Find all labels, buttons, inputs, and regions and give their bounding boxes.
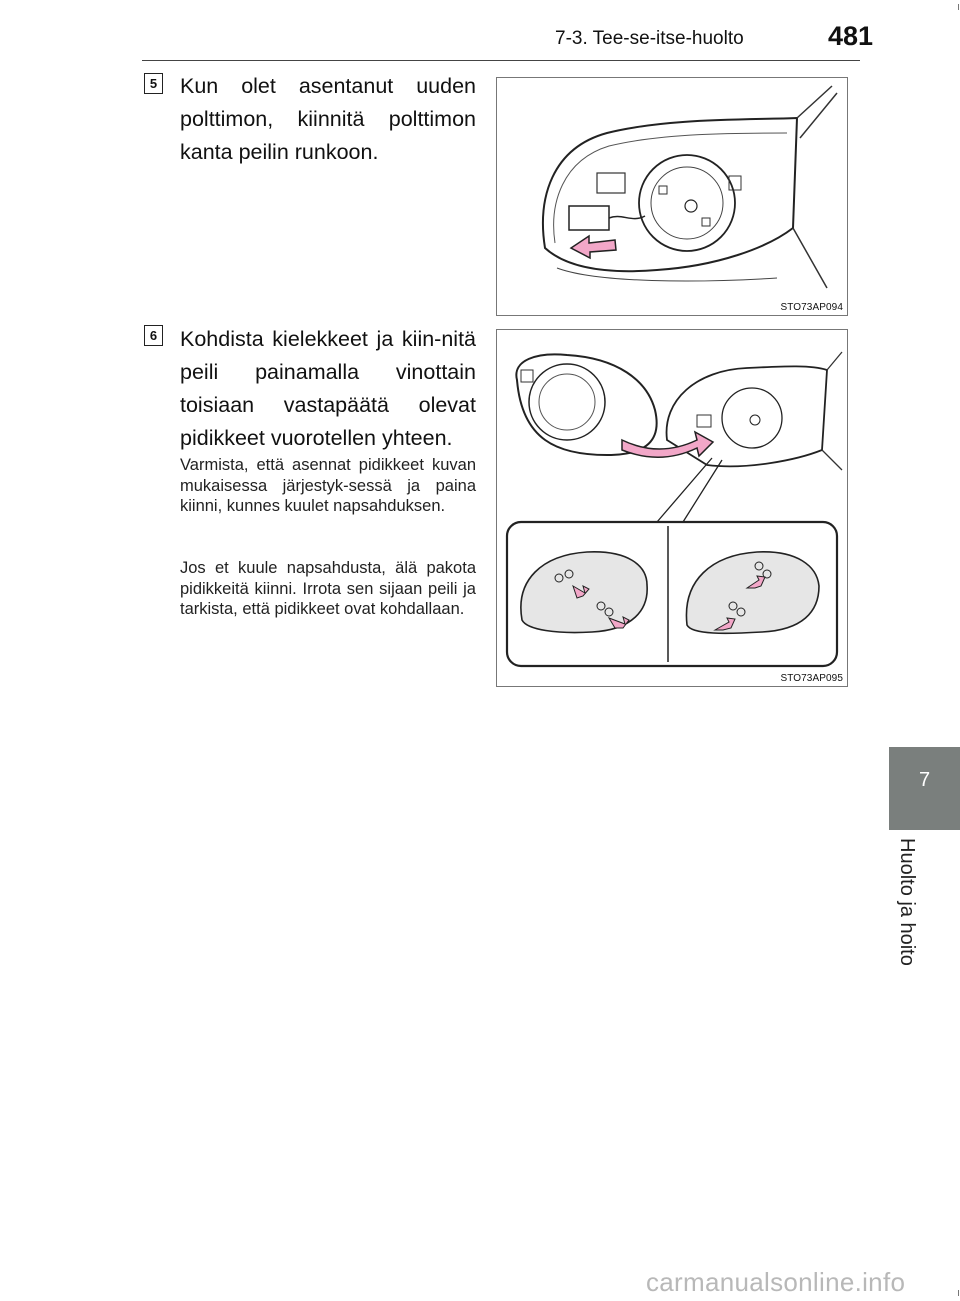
figure-code: STO73AP095 bbox=[780, 673, 843, 684]
header-rule bbox=[142, 60, 860, 61]
section-title: 7-3. Tee-se-itse-huolto bbox=[555, 28, 744, 49]
crop-mark bbox=[958, 1290, 959, 1296]
figure-mirror-attach bbox=[496, 329, 848, 687]
chapter-number: 7 bbox=[918, 769, 931, 791]
chapter-tab bbox=[889, 747, 960, 830]
footer-watermark: carmanualsonline.info bbox=[646, 1267, 906, 1297]
mirror-attach-illustration bbox=[497, 330, 847, 686]
step-6-note-2: Jos et kuule napsahdusta, älä pakota pidikkeitä kiinni. Irrota sen sijaan peili ja tarkista, että pidikkeet ovat kohdallaan. bbox=[180, 559, 476, 618]
step-6-badge: 6 bbox=[144, 325, 163, 346]
chapter-title: Huolto ja hoito bbox=[896, 838, 918, 966]
step-5-text: Kun olet asentanut uuden polttimon, kiinnitä polttimon kanta peilin runkoon. bbox=[180, 74, 476, 164]
figure-code: STO73AP094 bbox=[780, 302, 843, 313]
figure-mirror-bulb-socket bbox=[496, 77, 848, 316]
step-6-text: Kohdista kielekkeet ja kiin-nitä peili painamalla vinottain toisiaan vastapäätä olevat pidikkeet vuorotellen yhteen. bbox=[180, 327, 476, 450]
step-5-badge: 5 bbox=[144, 73, 163, 94]
page-number: 481 bbox=[828, 21, 874, 51]
chapter-title-vertical bbox=[890, 838, 924, 978]
step-6-note-1: Varmista, että asennat pidikkeet kuvan mukaisessa järjestyk-sessä ja paina kiinni, kunnes kuulet napsahduksen. bbox=[180, 456, 476, 515]
mirror-socket-illustration bbox=[497, 78, 847, 315]
crop-mark bbox=[958, 4, 959, 10]
